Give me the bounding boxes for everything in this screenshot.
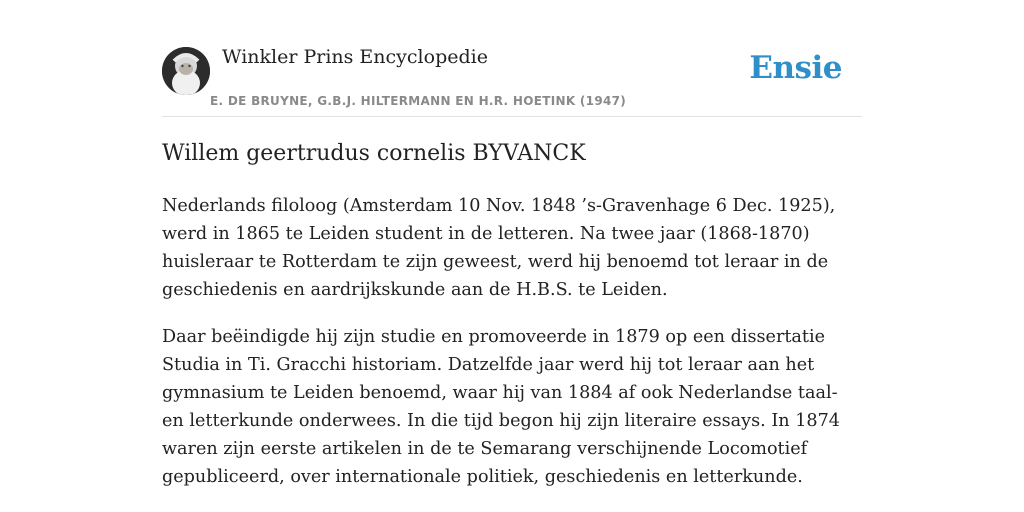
page-header [162, 0, 862, 117]
source-title[interactable]: Winkler Prins Encyclopedie [222, 46, 488, 68]
article-title: Willem geertrudus cornelis BYVANCK [162, 141, 586, 166]
portrait-photo-icon [162, 47, 210, 95]
source-authors: E. DE BRUYNE, G.B.J. HILTERMANN EN H.R. HOETINK (1947) [210, 94, 627, 108]
page-container [162, 0, 862, 487]
ensie-logo[interactable]: Ensie [749, 50, 842, 86]
article-paragraph: Daar beëindigde hij zijn studie en promoveerde in 1879 op een dissertatie Studia in Ti. Gracchi historiam. Datzelfde jaar werd hij tot leraar aan het gymnasium te Leiden benoemd, waar hij van 1884 af ook Nederlandse taal- en letterkunde onderwees. In die tijd begon hij zijn literaire essays. In 1874 waren zijn eerste artikelen in de te Semarang verschijnende Locomotief gepubliceerd, over internationale politiek, geschiedenis en letterkunde. [162, 327, 840, 487]
author-avatar[interactable] [162, 47, 210, 95]
article-paragraph: Nederlands filoloog (Amsterdam 10 Nov. 1848 ’s-Gravenhage 6 Dec. 1925), werd in 1865 te Leiden student in de letteren. Na twee jaar (1868-1870) huisleraar te Rotterdam te zijn geweest, werd hij benoemd tot leraar in de geschiedenis en aardrijkskunde aan de H.B.S. te Leiden. [162, 196, 836, 300]
